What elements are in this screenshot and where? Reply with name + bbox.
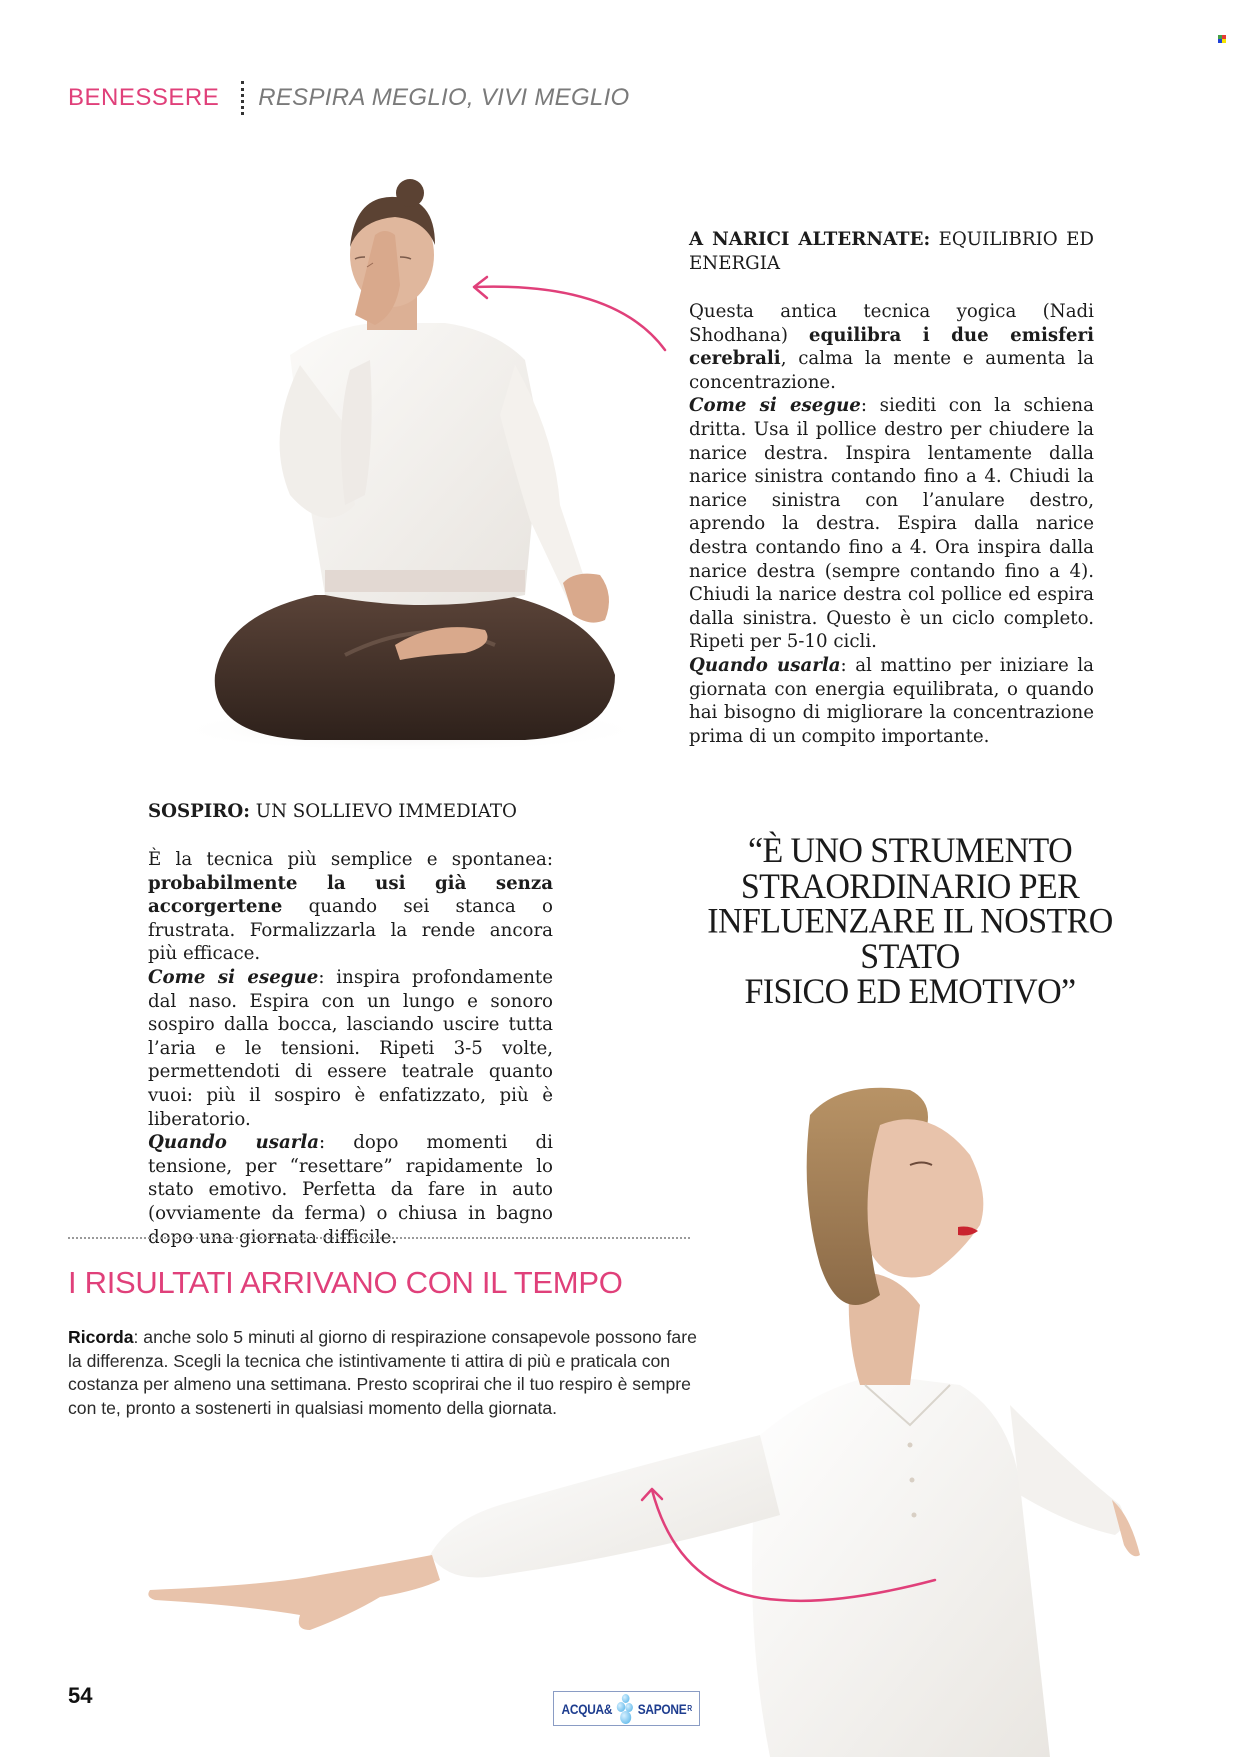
page-header xyxy=(68,80,630,116)
logo-text-right: SAPONE xyxy=(637,1700,687,1717)
logo-text-left: ACQUA& xyxy=(561,1700,612,1717)
header-divider xyxy=(241,81,244,115)
narici-how-label: Come si esegue xyxy=(689,395,861,417)
narici-intro: Questa antica tecnica yogica (Nadi Shodhana) xyxy=(689,301,1094,346)
pull-quote xyxy=(660,831,1160,1012)
page-number: 54 xyxy=(68,1683,93,1708)
sospiro-intro-highlight: probabilmente la usi già senza accorgertene xyxy=(148,872,553,918)
narici-how-text: : siediti con la schiena dritta. Usa il pollice destro per chiudere la narice destra. Inspira lentamente dalla narice sinistra contando fino a 4. Chiudi la narice sinistra con l’anulare destro, aprendo la destra. Espira dalla narice destra contando fino a 4. Ora inspira dalla narice destra (sempre contando fino a 4). Chiudi la narice destra col pollice ed espira dalla sinistra. Questo è un ciclo completo. Ripeti per 5-10 cicli. xyxy=(689,395,1094,653)
article-subtitle: RESPIRA MEGLIO, VIVI MEGLIO xyxy=(258,84,630,111)
pull-quote-line: STRAORDINARIO PER xyxy=(740,866,1080,906)
results-body xyxy=(68,1326,708,1420)
pink-curved-arrow-left xyxy=(465,270,680,360)
sospiro-how-text: : inspira profondamente dal naso. Espira con un lungo e sonoro sospiro dalla bocca, lasciando uscire tutta l’aria e le tensioni. Ripeti 3-5 volte, permettendoti di essere teatrale quanto vuoi: più il sospiro è enfatizzato, più è liberatorio. xyxy=(148,966,553,1130)
pull-quote-line: “È UNO STRUMENTO xyxy=(747,831,1073,871)
sospiro-when-text: : dopo momenti di tensione, per “resettare” rapidamente lo stato emotivo. Perfetta da fare in auto (ovviamente da ferma) o chiusa in bagno dopo una giornata difficile. xyxy=(148,1132,553,1248)
color-registration-mark xyxy=(1218,35,1226,43)
pull-quote-line: FISICO ED EMOTIVO” xyxy=(744,972,1076,1012)
registered-mark: R xyxy=(687,1704,692,1713)
narici-heading xyxy=(689,228,1094,276)
pull-quote-line: INFLUENZARE IL NOSTRO STATO xyxy=(707,902,1113,977)
narici-when-text: : al mattino per iniziare la giornata con energia equilibrata, o quando hai bisogno di migliorare la concentrazione prima di un compito importante. xyxy=(689,654,1094,747)
sospiro-heading-rest: UN SOLLIEVO IMMEDIATO xyxy=(249,801,517,822)
sospiro-heading-bold: SOSPIRO: xyxy=(148,801,250,822)
section-label: BENESSERE xyxy=(68,84,220,111)
narici-heading-rest: EQUILIBRIO ED ENERGIA xyxy=(689,229,1094,274)
results-heading: I RISULTATI ARRIVANO CON IL TEMPO xyxy=(68,1265,623,1300)
sospiro-heading xyxy=(148,800,553,824)
yoga-lotus-pose-photo xyxy=(195,175,655,755)
logo-wordmark xyxy=(561,1694,691,1724)
bubbles-icon xyxy=(614,1694,636,1724)
pink-curved-arrow-up xyxy=(640,1485,940,1605)
sospiro-intro-end: quando sei stanca o frustrata. Formalizzarla la rende ancora più efficace. xyxy=(148,896,553,965)
sospiro-how-label: Come si esegue xyxy=(148,966,319,988)
narici-intro-end: , calma la mente e aumenta la concentrazione. xyxy=(689,348,1094,393)
results-text: : anche solo 5 minuti al giorno di respirazione consapevole possono fare la differenza. Scegli la tecnica che istintivamente ti attira di più e praticala con costanza per almeno una settimana. Presto scoprirai che il tuo respiro è sempre con te, pronto a sostenerti in qualsiasi momento della giornata. xyxy=(68,1327,697,1418)
mark-yellow xyxy=(1222,39,1226,43)
acqua-sapone-logo xyxy=(553,1691,700,1726)
narici-heading-bold: A NARICI ALTERNATE: xyxy=(689,229,931,250)
narici-when-label: Quando usarla xyxy=(689,654,841,676)
sospiro-when-label: Quando usarla xyxy=(148,1132,320,1154)
results-label: Ricorda xyxy=(68,1327,134,1347)
woman-open-arms-photo xyxy=(120,1085,1180,1757)
narici-body xyxy=(689,300,1094,748)
sospiro-intro: È la tecnica più semplice e spontanea: xyxy=(148,849,553,870)
narici-alternate-section xyxy=(689,228,1094,748)
narici-intro-highlight: equilibra i due emisferi cerebrali xyxy=(689,324,1094,370)
